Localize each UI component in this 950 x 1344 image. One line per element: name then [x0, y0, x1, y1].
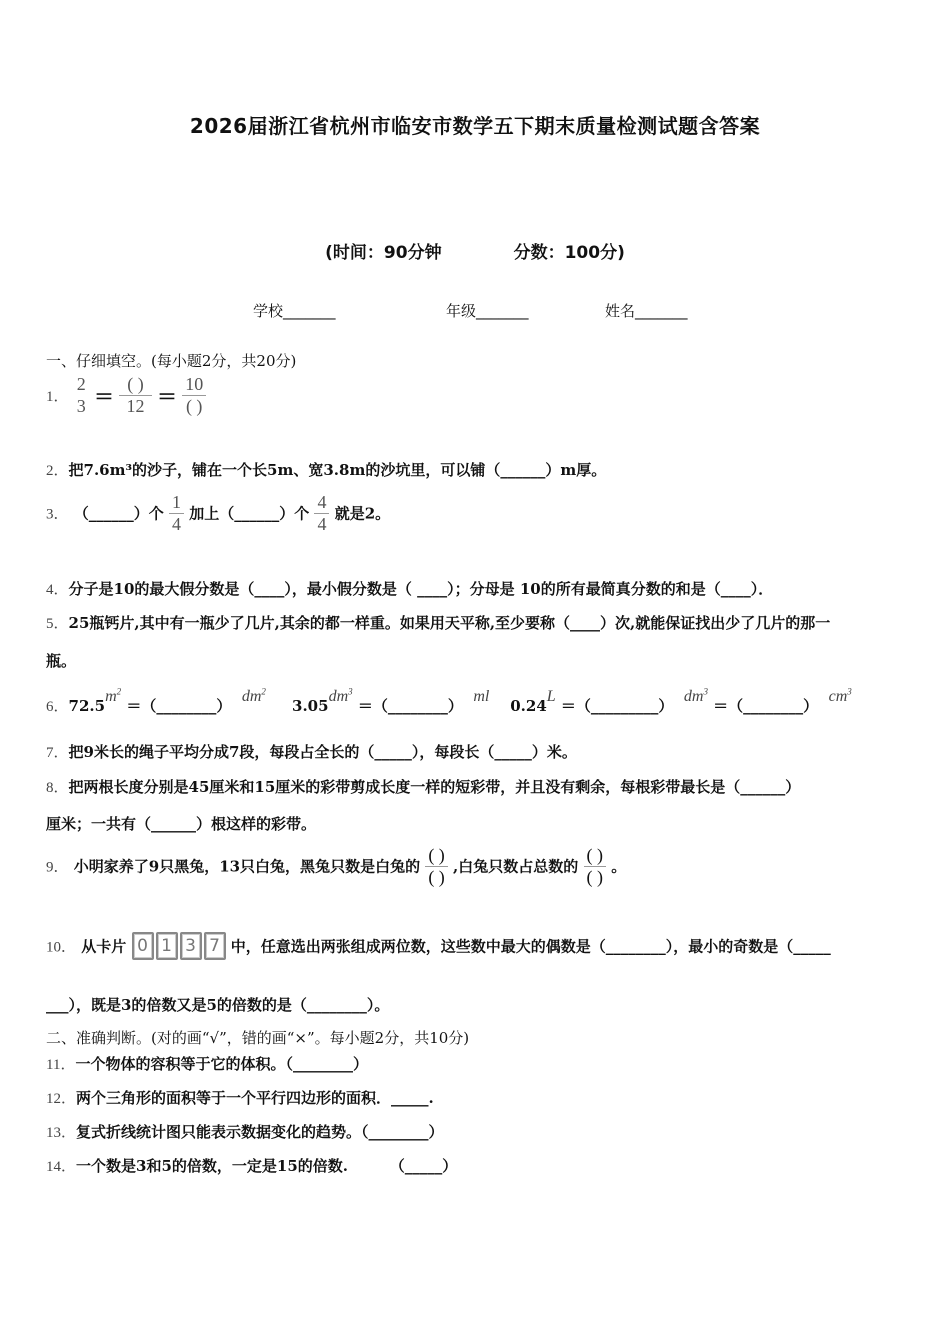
school-field[interactable]: 学校_______	[253, 302, 336, 320]
card-7: 7	[204, 932, 226, 960]
question-10-continued: ___），既是3的倍数又是5的倍数的是（________）。	[46, 996, 390, 1014]
page-title: 2026届浙江省杭州市临安市数学五下期末质量检测试题含答案	[189, 114, 761, 138]
question-3: 3． （______）个 $\frac{1}{4}$ 加上（______）个 $\frac{4}{4}$ 就是2。	[46, 492, 391, 534]
fraction-10-blank[interactable]: $\frac{10}{( )}$	[182, 374, 206, 416]
question-10: 10． 从卡片 0 1 3 7 中，任意选出两张组成两位数，这些数中最大的偶数是（________），最小的奇数是（_____	[46, 932, 831, 960]
question-9: 9． 小明家养了9只黑兔，13只白兔，黑兔只数是白兔的 $\frac{( )}{( )}$ ,白兔只数占总数的 $\frac{( )}{( )}$ 。	[46, 845, 627, 887]
question-6: 6．$72.5m^2$ ＝（________） $dm^2$ $3.05dm^3$ ＝（________） ml 0.24L ＝（_________） $dm^3$ ＝（________） $cm^3$	[46, 686, 852, 715]
fraction-blank[interactable]: $\frac{( )}{( )}$	[584, 845, 607, 887]
question-8: 8．把两根长度分别是45厘米和15厘米的彩带剪成长度一样的短彩带，并且没有剩余，每根彩带最长是（______）	[46, 778, 801, 796]
question-5-continued: 瓶。	[46, 652, 77, 670]
fraction-4-4: $\frac{4}{4}$	[314, 492, 329, 534]
card-0: 0	[132, 932, 154, 960]
fraction-1-4: $\frac{1}{4}$	[169, 492, 184, 534]
section-1-heading: 一、仔细填空。(每小题2分，共20分)	[46, 352, 297, 370]
card-1: 1	[156, 932, 178, 960]
fraction-blank[interactable]: $\frac{( )}{( )}$	[425, 845, 448, 887]
grade-field[interactable]: 年级_______	[446, 302, 529, 320]
question-11: 11．一个物体的容积等于它的体积。（________）	[46, 1055, 368, 1073]
exam-score: 分数：100分)	[513, 243, 625, 263]
question-4: 4．分子是10的最大假分数是（____），最小假分数是（ ____）；分母是 10的所有最简真分数的和是（____）．	[46, 580, 774, 598]
section-2-heading: 二、准确判断。(对的画“√”，错的画“×”。每小题2分，共10分)	[46, 1029, 470, 1047]
fraction-blank-12[interactable]: $\frac{( )}{12}$	[119, 374, 152, 416]
question-5: 5．25瓶钙片,其中有一瓶少了几片,其余的都一样重。如果用天平称,至少要称（____）次,就能保证找出少了几片的那一	[46, 614, 831, 632]
name-field[interactable]: 姓名_______	[605, 302, 688, 320]
fraction-2-3: $\frac{2}{3}$	[74, 374, 89, 416]
question-8-continued: 厘米；一共有（______）根这样的彩带。	[46, 815, 317, 833]
exam-meta	[0, 238, 950, 263]
question-2: 2．把7.6m³的沙子，铺在一个长5m、宽3.8m的沙坑里，可以铺（______）m厚。	[46, 461, 607, 479]
question-12: 12．两个三角形的面积等于一个平行四边形的面积．_____.	[46, 1089, 434, 1107]
question-1: 1． $\frac{2}{3}$ ＝ $\frac{( )}{12}$ ＝ $\frac{10}{( )}$	[46, 374, 206, 416]
question-14: 14．一个数是3和5的倍数，一定是15的倍数. （_____）	[46, 1157, 458, 1175]
number-cards	[132, 932, 226, 960]
question-13: 13．复式折线统计图只能表示数据变化的趋势。（________）	[46, 1123, 444, 1141]
card-3: 3	[180, 932, 202, 960]
question-text: 把7.6m³的沙子，铺在一个长5m、宽3.8m的沙坑里，可以铺（______）m厚。	[68, 461, 607, 479]
exam-time: (时间：90分钟	[325, 243, 442, 263]
question-number: 1．	[46, 388, 69, 405]
question-7: 7．把9米长的绳子平均分成7段，每段占全长的（_____），每段长（_____）米。	[46, 743, 577, 761]
